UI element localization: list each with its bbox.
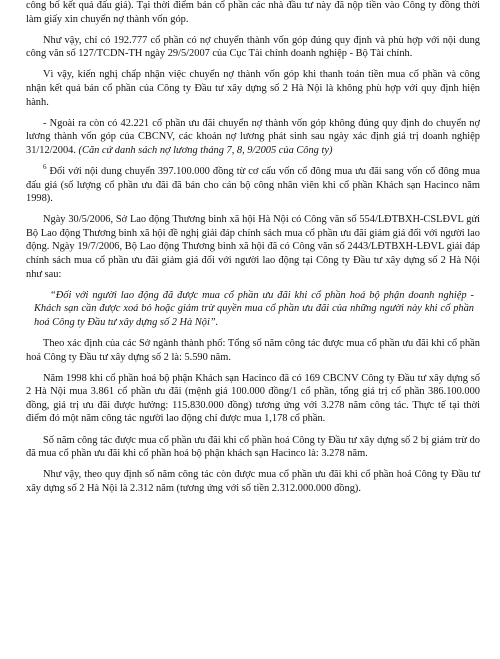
footnote-marker: 6 xyxy=(43,163,47,172)
paragraph-9: Năm 1998 khi cổ phần hoá bộ phận Khách sạn Hacinco đã có 169 CBCNV Công ty Đầu tư xây dựng số 2 Hà Nội mua 3.861 cổ phần ưu đãi (mệnh giá 100.000 đồng/1 cổ phần, tổng giá trị cổ phần 386.100.000 đồng, giá trị ưu đãi được hưởng: 115.830.000 đồng) tương ứng với 3.278 năm công tác. Thực tế tại thời điểm đó một năm công tác người lao động chỉ được mua 1,178 cổ phần. xyxy=(26,372,480,425)
paragraph-1: công bố kết quả đấu giá). Tại thời điểm bán cổ phần các nhà đầu tư này đã nộp tiền vào Công ty đồng thời làm giấy xin chuyển nợ thành vốn góp. xyxy=(26,0,480,25)
paragraph-4 xyxy=(26,117,480,158)
paragraph-2: Như vậy, chỉ có 192.777 cổ phần có nợ chuyển thành vốn góp đúng quy định và phù hợp với nội dung công văn số 127/TCDN-TH ngày 29/5/2007 của Cục Tài chính doanh nghiệp - Bộ Tài chính. xyxy=(26,34,480,60)
paragraph-10: Số năm công tác được mua cổ phần ưu đãi khi cổ phần hoá Công ty Đầu tư xây dựng số 2 bị giảm trừ do đã mua cổ phần ưu đãi khi cổ phần hoá bộ phận khách sạn Hacinco là: 3.278 năm. xyxy=(26,434,480,460)
paragraph-5-text: Đối với nội dung chuyển 397.100.000 đồng từ cơ cấu vốn cổ đông mua ưu đãi sang vốn cổ đông mua đấu giá (số lượng cổ phần ưu đãi đã bán cho cán bộ công nhân viên khi cổ phần Khách sạn Hacinco năm 1998). xyxy=(26,165,480,205)
paragraph-4-text: - Ngoài ra còn có 42.221 cổ phần ưu đãi chuyển nợ thành vốn góp không đúng quy định do chuyển nợ lương thành vốn góp của CBCNV, các khoản nợ lương phát sinh sau ngày xác định giá trị doanh nghiệp 31/12/2004. xyxy=(26,117,480,156)
paragraph-8: Theo xác định của các Sở ngành thành phố: Tổng số năm công tác được mua cổ phần ưu đãi khi cổ phần hoá Công ty Đầu tư xây dựng số 2 là: 5.590 năm. xyxy=(26,337,480,363)
paragraph-5 xyxy=(26,165,480,206)
paragraph-3: Vì vậy, kiến nghị chấp nhận việc chuyển nợ thành vốn góp khi thanh toán tiền mua cổ phần và công nhận kết quả bán cổ phần của Công ty Đầu tư xây dựng số 2 Hà Nội là không phù hợp với quy định hiện hành. xyxy=(26,69,480,108)
paragraph-6: Ngày 30/5/2006, Sở Lao động Thương binh xã hội Hà Nội có Công văn số 554/LĐTBXH-CSLĐVL gửi Bộ Lao động Thương binh xã hội đề nghị giải đáp chính sách mua cổ phần ưu đãi giảm giá đối với người lao động. Ngày 19/7/2006, Bộ Lao động Thương binh xã hội đã có Công văn số 2443/LĐTBXH-LĐVL giải đáp chính sách mua cổ phần ưu đãi giảm giá đối với người lao động tại Công ty Đầu tư xây dựng số 2 Hà Nội như sau: xyxy=(26,214,480,280)
paragraph-4-note: (Căn cứ danh sách nợ lương tháng 7, 8, 9/2005 của Công ty) xyxy=(78,144,333,156)
paragraph-11: Như vậy, theo quy định số năm công tác còn được mua cổ phần ưu đãi khi cổ phần hoá Công ty Đầu tư xây dựng số 2 Hà Nội là 2.312 năm (tương ứng với số tiền 2.312.000.000 đồng). xyxy=(26,469,480,494)
quoted-paragraph: “Đối với người lao động đã được mua cổ phần ưu đãi khi cổ phần hoá bộ phận doanh nghiệp - Khách sạn cần được xoá bỏ hoặc giảm trừ quyền mua cổ phần ưu đãi của những người này khi cổ phần hoá Công ty Đầu tư xây dựng số 2 Hà Nội”. xyxy=(34,289,474,328)
